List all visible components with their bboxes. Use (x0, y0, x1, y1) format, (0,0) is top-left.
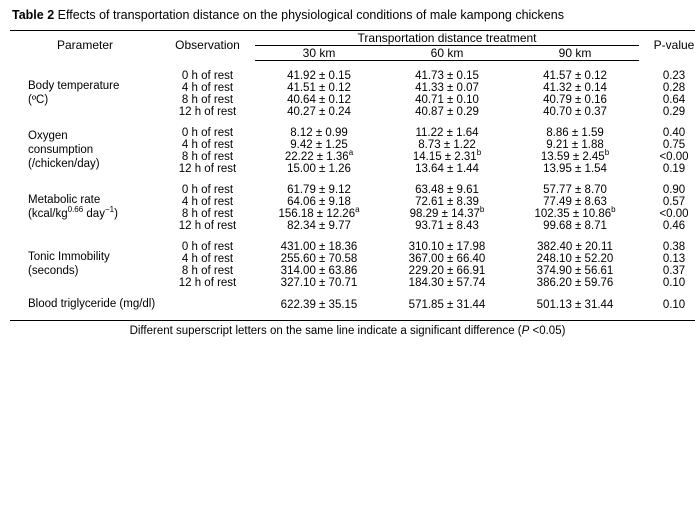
value-60km: 41.33 ± 0.07 (415, 81, 479, 94)
observation-cell: 8 h of rest (181, 93, 234, 106)
parameter-name-cell (10, 127, 160, 175)
value-pvalue: 0.10 (662, 298, 686, 311)
parameter-line-2: (ºC) (28, 93, 49, 106)
value-30km: 431.00 ± 18.36 (280, 240, 358, 253)
value-90km: 40.79 ± 0.16 (543, 93, 607, 106)
value-pvalue: 0.23 (662, 69, 686, 82)
value-30km: 41.92 ± 0.15 (287, 69, 351, 82)
header-treatment-group: Transportation distance treatment (255, 30, 639, 45)
value-60km: 184.30 ± 57.74 (408, 276, 486, 289)
parameter-line-1: Body temperature (28, 79, 120, 92)
parameter-name-cell (10, 298, 255, 312)
value-30km: 622.39 ± 35.15 (280, 298, 358, 311)
metabolic-exponent-2: −1 (104, 204, 115, 214)
value-90km (511, 147, 639, 163)
value-60km: 367.00 ± 66.40 (408, 252, 486, 265)
value-30km: 327.10 ± 70.71 (280, 276, 358, 289)
value-90km: 248.10 ± 52.20 (536, 252, 614, 265)
header-distance-90: 90 km (511, 45, 639, 60)
observation-cell: 12 h of rest (178, 276, 237, 289)
value-90km: 386.20 ± 59.76 (536, 276, 614, 289)
value-60km: 310.10 ± 17.98 (408, 240, 486, 253)
footnote-italic: P (521, 325, 530, 338)
value-text: 13.59 ± 2.45 (540, 150, 605, 163)
parameter-line-2: consumption (28, 143, 94, 156)
value-30km (255, 147, 383, 163)
value-text: 22.22 ± 1.36 (284, 150, 349, 163)
value-30km: 41.51 ± 0.12 (287, 81, 351, 94)
observation-cell: 4 h of rest (181, 252, 234, 265)
observation-cell: 12 h of rest (178, 219, 237, 232)
value-pvalue: 0.38 (662, 240, 686, 253)
observation-cell: 8 h of rest (181, 207, 234, 220)
table-header-row (10, 30, 695, 45)
value-30km: 64.06 ± 9.18 (287, 195, 351, 208)
parameter-name-cell (10, 184, 160, 232)
value-90km: 41.32 ± 0.14 (543, 81, 607, 94)
value-30km (255, 204, 383, 220)
value-pvalue: 0.29 (662, 105, 686, 118)
value-60km: 72.61 ± 8.39 (415, 195, 479, 208)
value-pvalue: 0.13 (662, 252, 686, 265)
value-pvalue: 0.37 (662, 264, 686, 277)
parameter-name-cell (10, 241, 160, 289)
value-60km: 63.48 ± 9.61 (415, 183, 479, 196)
value-pvalue: 0.46 (662, 219, 686, 232)
value-30km: 40.27 ± 0.24 (287, 105, 351, 118)
superscript: b (611, 204, 616, 214)
footnote-text-after: <0.05) (529, 325, 566, 338)
value-60km: 229.20 ± 66.91 (408, 264, 486, 277)
value-30km: 314.00 ± 63.86 (280, 264, 358, 277)
value-pvalue: 0.90 (662, 183, 686, 196)
value-60km (383, 204, 511, 220)
superscript: b (476, 147, 482, 157)
value-30km: 9.42 ± 1.25 (290, 138, 348, 151)
value-60km: 40.71 ± 0.10 (415, 93, 479, 106)
value-90km: 40.70 ± 0.37 (543, 105, 607, 118)
value-pvalue: 0.28 (662, 81, 686, 94)
spacer-row (10, 175, 695, 184)
observation-cell: 4 h of rest (181, 81, 234, 94)
observation-cell: 8 h of rest (181, 150, 234, 163)
header-parameter: Parameter (10, 30, 160, 60)
observation-cell: 0 h of rest (181, 126, 234, 139)
observation-cell: 4 h of rest (181, 195, 234, 208)
metabolic-exponent: 0.66 (67, 204, 84, 214)
value-60km: 11.22 ± 1.64 (415, 126, 479, 139)
value-30km: 15.00 ± 1.26 (287, 162, 351, 175)
superscript: b (479, 204, 485, 214)
value-60km: 40.87 ± 0.29 (415, 105, 479, 118)
value-90km: 9.21 ± 1.88 (546, 138, 604, 151)
table-row (10, 127, 695, 139)
header-distance-60: 60 km (383, 45, 511, 60)
metabolic-suffix: ) (114, 207, 118, 220)
value-30km: 40.64 ± 0.12 (287, 93, 351, 106)
observation-cell: 4 h of rest (181, 138, 234, 151)
footnote-text-before: Different superscript letters on the same line indicate a significant difference ( (129, 325, 522, 338)
value-90km (511, 204, 639, 220)
observation-cell: 0 h of rest (181, 69, 234, 82)
parameter-line-3: (/chicken/day) (28, 157, 100, 170)
metabolic-prefix: (kcal/kg (28, 207, 68, 220)
observation-cell: 0 h of rest (181, 183, 234, 196)
value-60km: 571.85 ± 31.44 (408, 298, 486, 311)
observation-cell: 8 h of rest (181, 264, 234, 277)
value-pvalue: 0.57 (662, 195, 686, 208)
value-30km: 61.79 ± 9.12 (287, 183, 351, 196)
spacer-row (10, 60, 695, 70)
table-row (10, 241, 695, 253)
value-90km: 374.90 ± 56.61 (536, 264, 614, 277)
parameter-line-1: Tonic Immobility (28, 250, 110, 263)
value-60km: 41.73 ± 0.15 (415, 69, 479, 82)
parameter-line-1: Oxygen (28, 129, 68, 142)
value-90km: 8.86 ± 1.59 (546, 126, 604, 139)
table-footnote (10, 321, 685, 337)
value-pvalue: 0.10 (662, 276, 686, 289)
value-90km: 77.49 ± 8.63 (543, 195, 607, 208)
value-pvalue: 0.19 (662, 162, 686, 175)
metabolic-mid: day (83, 207, 105, 220)
value-pvalue: 0.64 (662, 93, 686, 106)
table-caption (12, 8, 685, 24)
spacer-row (10, 311, 695, 321)
superscript: b (604, 147, 610, 157)
header-distance-30: 30 km (255, 45, 383, 60)
table-row (10, 184, 695, 196)
value-text: 14.15 ± 2.31 (412, 150, 477, 163)
value-90km: 382.40 ± 20.11 (537, 240, 613, 253)
superscript: a (348, 147, 354, 157)
value-text: 102.35 ± 10.86 (534, 207, 612, 220)
spacer-row (10, 289, 695, 298)
table-row (10, 70, 695, 82)
parameter-name-cell (10, 70, 160, 118)
header-observation: Observation (160, 30, 255, 60)
observation-cell: 12 h of rest (178, 162, 237, 175)
value-pvalue: <0.00 (659, 207, 689, 220)
value-pvalue: <0.00 (659, 150, 689, 163)
value-30km: 255.60 ± 70.58 (280, 252, 358, 265)
value-30km: 82.34 ± 9.77 (287, 219, 351, 232)
value-60km (383, 147, 511, 163)
parameter-line-1: Metabolic rate (28, 193, 101, 206)
value-text: 98.29 ± 14.37 (409, 207, 480, 220)
value-60km: 8.73 ± 1.22 (418, 138, 476, 151)
caption-label: Table 2 (12, 8, 55, 22)
caption-text: Effects of transportation distance on the physiological conditions of male kampong chickens (57, 8, 564, 22)
value-pvalue: 0.75 (662, 138, 686, 151)
value-60km: 93.71 ± 8.43 (415, 219, 479, 232)
value-text: 156.18 ± 12.26 (278, 207, 356, 220)
value-pvalue: 0.40 (662, 126, 686, 139)
spacer-row (10, 118, 695, 127)
value-90km: 57.77 ± 8.70 (543, 183, 607, 196)
value-90km: 13.95 ± 1.54 (543, 162, 607, 175)
value-90km: 99.68 ± 8.71 (543, 219, 607, 232)
header-pvalue: P-value (639, 30, 695, 60)
results-table (10, 30, 695, 322)
spacer-row (10, 232, 695, 241)
value-90km: 501.13 ± 31.44 (536, 298, 614, 311)
value-90km: 41.57 ± 0.12 (543, 69, 607, 82)
value-60km: 13.64 ± 1.44 (415, 162, 479, 175)
table-row (10, 298, 695, 312)
value-30km: 8.12 ± 0.99 (290, 126, 348, 139)
parameter-line-1: Blood triglyceride (mg/dl) (28, 297, 156, 310)
observation-cell: 0 h of rest (181, 240, 234, 253)
parameter-line-2 (28, 204, 160, 222)
parameter-line-2: (seconds) (28, 264, 79, 277)
superscript: a (355, 204, 360, 214)
observation-cell: 12 h of rest (178, 105, 237, 118)
